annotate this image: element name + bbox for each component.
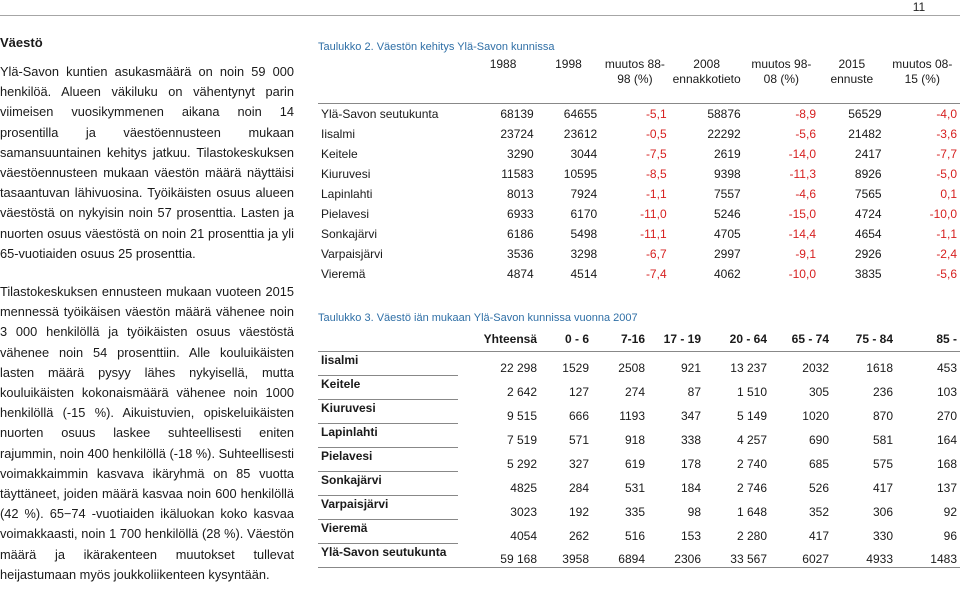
table-cell: 4825 [510,480,537,495]
table-cell: 516 [624,528,645,543]
table-row [318,496,960,520]
table-cell: 347 [680,408,701,423]
column-header: 65 - 74 [791,332,829,346]
row-label: Kiuruvesi [318,164,469,184]
column-header: 7-16 [620,332,645,346]
table-3-caption: Taulukko 3. Väestö iän mukaan Ylä-Savon kunnissa vuonna 2007 [318,312,638,324]
table-cell: 3536 [469,244,536,264]
table-cell: 666 [568,408,589,423]
row-label: Sonkajärvi [318,472,458,496]
table-cell: 5 292 [506,456,537,471]
column-header: 2008 ennakkotieto [672,57,741,86]
table-cell: 2417 [819,144,885,164]
table-cell: 6170 [537,204,600,224]
table-3-body [318,352,960,568]
table-cell: 1529 [540,352,592,376]
table-row [318,124,960,144]
table-cell: 5246 [670,204,744,224]
column-header: 1988 [489,57,517,71]
table-row [318,204,960,224]
table-cell: 13 237 [704,352,770,376]
table-cell: 306 [872,504,893,519]
table-cell: 870 [872,408,893,423]
table-cell: 3958 [540,544,592,568]
table-cell: -14,4 [744,224,819,244]
table-cell: 10595 [537,164,600,184]
table-cell: 2508 [592,352,648,376]
table-cell: 23612 [537,124,600,144]
row-label: Lapinlahti [318,424,458,448]
table-cell: -5,1 [600,104,669,125]
table-cell: 58876 [670,104,744,125]
table-cell: 9398 [670,164,744,184]
table-cell: 1193 [619,408,645,423]
table-cell: 3044 [537,144,600,164]
table-cell: -11,0 [600,204,669,224]
row-label: Sonkajärvi [318,224,469,244]
column-header: muutos 88-98 (%) [604,57,665,86]
header-rule [0,15,960,16]
table-cell: 0,1 [885,184,960,204]
table-cell: 5498 [537,224,600,244]
table-cell: 23724 [469,124,536,144]
table-cell: 9 515 [506,408,537,423]
column-header: 85 - [936,332,957,346]
table-cell: -5,6 [744,124,819,144]
table-cell: 236 [872,384,893,399]
table-cell: 2306 [648,544,704,568]
column-header: 0 - 6 [564,332,589,346]
row-label: Kiuruvesi [318,400,458,424]
table-cell: 178 [680,456,701,471]
column-header [318,55,469,104]
table-cell: 4 257 [736,432,767,447]
row-label: Iisalmi [318,124,469,144]
table-cell: 581 [872,432,893,447]
table-cell: 4705 [670,224,744,244]
column-header: 17 - 19 [663,332,701,346]
table-cell: 98 [687,504,701,519]
table-cell: -8,5 [600,164,669,184]
table-cell: 7 519 [506,432,537,447]
table-cell: 270 [936,408,957,423]
table-cell: 330 [872,528,893,543]
table-cell: 7565 [819,184,885,204]
table-3-header-row [318,327,960,352]
table-cell: 3298 [537,244,600,264]
table-cell: -5,0 [885,164,960,184]
row-label: Ylä-Savon seutukunta [318,104,469,125]
table-cell: 1 648 [736,504,767,519]
page-number: 11 [912,0,926,14]
table-cell: 921 [648,352,704,376]
table-row [318,224,960,244]
table-row [318,104,960,125]
population-change-table [318,55,960,284]
table-cell: 21482 [819,124,885,144]
table-row [318,264,960,284]
paragraph-2: Tilastokeskuksen ennusteen mukaan vuoteen 2015 mennessä työikäisen väestön määrä vähenee noin 3 000 henkilöllä ja työikäisten osuus väestöstä vähenee noin 54 prosenttiin. Alle kouluikäisten lasten määrä pysyy lähes nykyisellä, mutta kouluikäisten kokonaismäärä vähenee noin 1000 henkilöllä (-15 %). Aikuistuvien, opiskeluikäisten nuorten osuus laskee suhteellisesti eniten rajummin, noin 400 henkilöllä (-18 %). Suhteellisesti voimakkaimmin kasvava ikäryhmä on 85 vuotta täyttäneet, joiden määrä kasvaa noin 600 henkilöllä (42 %). 65−74 -vuotiaiden ikäluokan koko kasvaa voimakkaasti, noin 1 700 henkilöllä (28 %). Väestön määrä ja ikärakenteen muutokset tullevat heijastumaan myös joukkoliikenteen kysyntään. [0,284,294,582]
table-row [318,244,960,264]
row-label: Lapinlahti [318,184,469,204]
table-cell: 4654 [819,224,885,244]
table-2-body [318,104,960,285]
table-row [318,448,960,472]
table-cell: 531 [624,480,645,495]
table-cell: -10,0 [744,264,819,284]
column-header: 1998 [555,57,582,71]
table-cell: 690 [808,432,829,447]
table-cell: 22 298 [458,352,540,376]
table-cell: 137 [936,480,957,495]
section-title: Väestö [0,35,43,50]
column-header: 20 - 64 [729,332,767,346]
population-by-age-table [318,327,960,568]
row-label: Ylä-Savon seutukunta [318,544,458,568]
row-label: Keitele [318,376,458,400]
table-cell: -7,7 [885,144,960,164]
table-2-caption: Taulukko 2. Väestön kehitys Ylä-Savon kunnissa [318,41,555,53]
table-cell: 59 168 [458,544,540,568]
table-cell: 92 [943,504,957,519]
column-header: 2015 ennuste [830,57,874,86]
table-cell: -7,5 [600,144,669,164]
table-cell: 284 [568,480,589,495]
table-cell: 417 [872,480,893,495]
table-cell: 6894 [592,544,648,568]
table-cell: 4062 [670,264,744,284]
table-cell: 1618 [832,352,896,376]
table-2-header-row [318,55,960,104]
table-cell: 3023 [510,504,537,519]
table-cell: 96 [943,528,957,543]
table-cell: 1483 [896,544,960,568]
table-cell: 1 510 [736,384,767,399]
table-cell: -9,1 [744,244,819,264]
table-cell: 7557 [670,184,744,204]
table-row [318,164,960,184]
table-cell: 6933 [469,204,536,224]
row-label: Varpaisjärvi [318,244,469,264]
table-cell: -11,3 [744,164,819,184]
table-cell: -4,6 [744,184,819,204]
table-cell: 4874 [469,264,536,284]
table-cell: -2,4 [885,244,960,264]
table-cell: 3290 [469,144,536,164]
table-cell: 87 [687,384,701,399]
row-label: Keitele [318,144,469,164]
table-cell: 4724 [819,204,885,224]
table-cell: 571 [568,432,589,447]
table-cell: 327 [568,456,589,471]
paragraph-1: Ylä-Savon kuntien asukasmäärä on noin 59 000 henkilöä. Alueen väkiluku on vähentynyt parin viimeisen vuosikymmenen aikana noin 14 prosentilla ja väestöennusteen mukaan samansuuntainen kehitys jatkuu. Tilastokeskuksen väestöennusteen mukaan väestön määrä näyttäisi tasaantuvan lähivuosina. Työikäisten osuus alueen väestöstä on nykyisin noin 57 prosenttia. Lasten ja nuorten osuus väestöstä on noin 21 prosenttia ja yli 65-vuotiaiden osuus 25 prosenttia. [0,64,294,261]
table-cell: -1,1 [885,224,960,244]
table-cell: 2926 [819,244,885,264]
table-cell: 2 280 [736,528,767,543]
table-cell: 453 [896,352,960,376]
table-cell: 184 [680,480,701,495]
table-cell: 2032 [770,352,832,376]
column-header: 75 - 84 [855,332,893,346]
table-cell: 274 [624,384,645,399]
table-cell: 5 149 [736,408,767,423]
table-cell: 64655 [537,104,600,125]
table-cell: 168 [936,456,957,471]
row-label: Pielavesi [318,204,469,224]
table-cell: 2997 [670,244,744,264]
table-cell: 918 [624,432,645,447]
table-cell: 3835 [819,264,885,284]
column-header: muutos 98-08 (%) [751,57,812,86]
table-cell: -11,1 [600,224,669,244]
table-cell: 685 [808,456,829,471]
table-cell: 7924 [537,184,600,204]
table-cell: 68139 [469,104,536,125]
table-cell: 6027 [770,544,832,568]
table-cell: 56529 [819,104,885,125]
table-cell: 335 [624,504,645,519]
body-text-column [0,34,294,585]
table-cell: 262 [568,528,589,543]
table-cell: -0,5 [600,124,669,144]
row-label: Vieremä [318,264,469,284]
table-row [318,520,960,544]
column-header [318,327,458,352]
table-cell: 2 740 [736,456,767,471]
table-cell: 127 [568,384,589,399]
table-cell: 33 567 [704,544,770,568]
table-cell: 4933 [832,544,896,568]
table-cell: 417 [808,528,829,543]
table-cell: -10,0 [885,204,960,224]
table-row [318,144,960,164]
row-label: Iisalmi [318,352,458,376]
table-cell: 22292 [670,124,744,144]
table-cell: 8013 [469,184,536,204]
table-row [318,472,960,496]
table-cell: -15,0 [744,204,819,224]
table-cell: 103 [936,384,957,399]
table-cell: 575 [872,456,893,471]
table-cell: -7,4 [600,264,669,284]
table-row [318,544,960,568]
column-header: Yhteensä [483,332,537,346]
table-cell: 6186 [469,224,536,244]
table-cell: 164 [936,432,957,447]
table-cell: 2 642 [506,384,537,399]
table-cell: 4054 [510,528,537,543]
table-cell: 526 [808,480,829,495]
table-cell: 11583 [469,164,536,184]
table-cell: -8,9 [744,104,819,125]
row-label: Pielavesi [318,448,458,472]
table-cell: 192 [568,504,589,519]
table-cell: 1020 [802,408,829,423]
table-cell: 153 [680,528,701,543]
table-cell: -3,6 [885,124,960,144]
table-cell: 305 [808,384,829,399]
table-cell: 4514 [537,264,600,284]
table-cell: 2 746 [736,480,767,495]
table-cell: 619 [624,456,645,471]
table-row [318,424,960,448]
table-cell: -5,6 [885,264,960,284]
table-cell: 338 [680,432,701,447]
table-row [318,400,960,424]
table-cell: 352 [808,504,829,519]
table-cell: 2619 [670,144,744,164]
table-row [318,184,960,204]
table-row [318,352,960,376]
table-cell: -1,1 [600,184,669,204]
table-cell: 8926 [819,164,885,184]
row-label: Varpaisjärvi [318,496,458,520]
row-label: Vieremä [318,520,458,544]
column-header: muutos 08-15 (%) [892,57,953,86]
table-row [318,376,960,400]
table-cell: -6,7 [600,244,669,264]
table-cell: -14,0 [744,144,819,164]
table-cell: -4,0 [885,104,960,125]
